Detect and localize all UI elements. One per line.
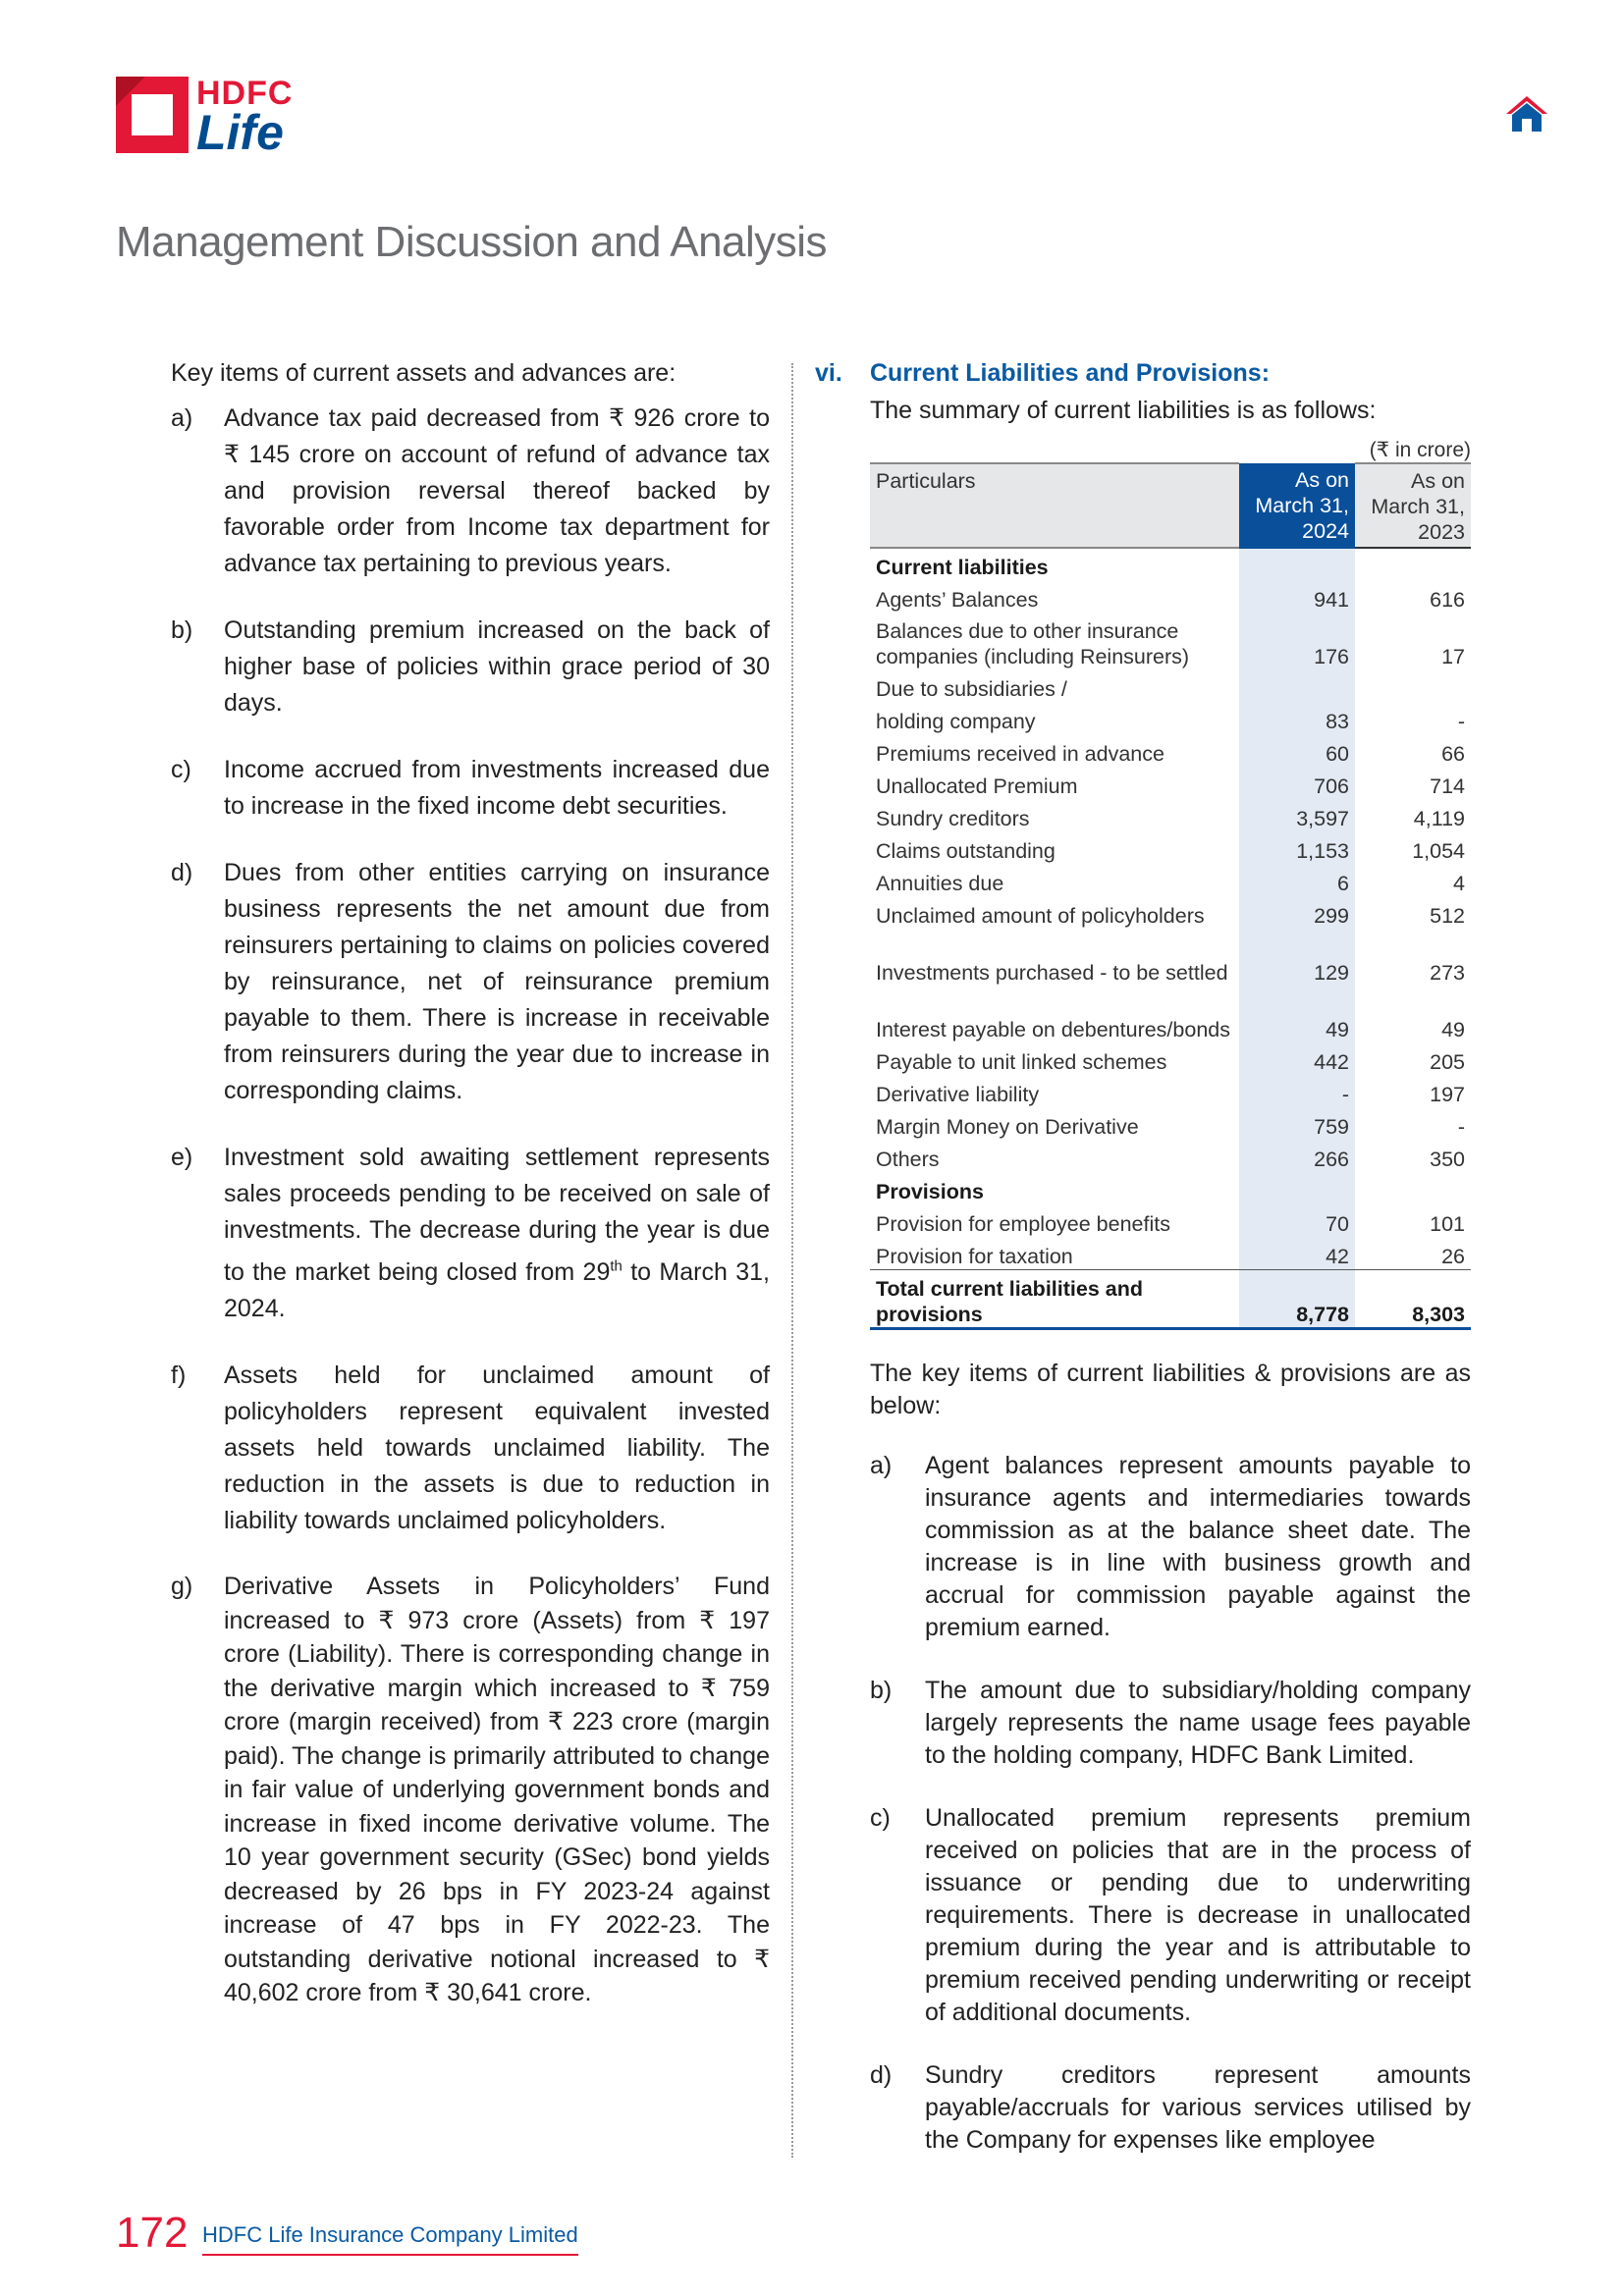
value-2023: 4,119 [1413,807,1465,830]
logo-text-bottom: Life [196,105,284,160]
hdfc-life-logo [116,75,302,160]
right-column [815,355,1471,2157]
total-label: Total current liabilities and provisions [870,1269,1239,1328]
list-item [870,1450,1471,1644]
footer-company-name: HDFC Life Insurance Company Limited [202,2222,578,2256]
value-2023: - [1457,710,1465,733]
header-2023: As on March 31, 2023 [1355,463,1471,548]
logo-mark [116,77,189,153]
value-2024: - [1239,1075,1355,1107]
table-row [870,929,1471,986]
table-row [870,1204,1471,1237]
list-item [171,613,770,721]
row-label: Derivative liability [876,1083,1040,1106]
list-item-text: Outstanding premium increased on the back of higher base of policies within grace period of 30 days. [224,616,770,717]
row-label: Margin Money on Derivative [876,1115,1139,1139]
list-marker: a) [870,1451,893,1479]
list-item-text: Investment sold awaiting settlement represents sales proceeds pending to be received on sale of investments. The decrease during the year is due to the market being closed from 29th to March 31, 2024. [224,1144,770,1323]
list-item-text: Income accrued from investments increased due to increase in the fixed income debt securities. [224,756,770,820]
unit-note: (₹ in crore) [1369,439,1471,461]
list-marker: a) [171,404,193,432]
row-label: Annuities due [876,872,1004,895]
list-item [171,855,770,1109]
table-group-row [870,548,1471,580]
list-item-text: Assets held for unclaimed amount of policyholders represent equivalent invested assets held towards unclaimed liability. The reduction in the assets is due to reduction in liability towards unclaimed policyholders. [224,1362,770,1535]
value-2024: 759 [1239,1107,1355,1140]
value-2023 [1355,548,1471,580]
row-label: Provision for employee benefits [876,1212,1170,1236]
key-items-intro: The key items of current liabilities & provisions are as below: [870,1359,1471,1419]
value-2023: - [1457,1115,1465,1139]
value-2023 [1355,669,1471,702]
value-2024: 70 [1239,1204,1355,1237]
table-row [870,1107,1471,1140]
section-number: vi. [815,359,842,387]
value-2024: 6 [1239,864,1355,896]
value-2023: 26 [1441,1244,1465,1268]
row-label: Premiums received in advance [876,742,1164,766]
key-items-block [870,1358,1471,2157]
list-item [171,1140,770,1327]
list-item [171,1358,770,1539]
list-item [870,1802,1471,2029]
value-2023: 350 [1430,1148,1465,1171]
list-item-text: Derivative Assets in Policyholders’ Fund increased to ₹ 973 crore (Assets) from ₹ 197 crore (Liability). There is corresponding change in the derivative margin which increased to ₹ 759 crore (margin received) from ₹ 223 crore (margin paid). The change is primarily attributed to change in fair value of underlying government bonds and increase in fixed income derivative volume. The 10 year government security (GSec) bond yields decreased by 26 bps in FY 2023-24 against increase of 47 bps in FY 2022-23. The outstanding derivative notional increased to ₹ 40,602 crore from ₹ 30,641 crore. [224,1573,770,2007]
list-marker: d) [870,2060,893,2089]
current-assets-intro: Key items of current assets and advances are: [171,359,677,387]
table-row [870,896,1471,929]
table-group-row [870,1172,1471,1204]
page-title: Management Discussion and Analysis [116,218,828,266]
header-particulars: Particulars [870,463,1239,548]
value-2024 [1239,1172,1355,1204]
row-label: Provision for taxation [876,1244,1073,1268]
value-2023: 66 [1441,742,1465,766]
row-label: Payable to unit linked schemes [876,1050,1167,1074]
value-2024: 176 [1239,613,1355,669]
column-divider [791,363,793,2158]
list-marker: b) [870,1676,893,1704]
home-icon[interactable] [1504,94,1549,133]
list-marker: c) [171,756,191,783]
value-2024: 129 [1239,929,1355,986]
value-2024: 266 [1239,1140,1355,1172]
header-2024: As on March 31, 2024 [1239,463,1355,548]
row-label: Balances due to other insurance companies (including Reinsurers) [876,619,1190,668]
value-2023: 101 [1430,1212,1465,1236]
table-row [870,669,1471,702]
row-label: Others [876,1148,940,1171]
value-2024: 42 [1239,1237,1355,1269]
list-marker: d) [171,859,193,886]
value-2024: 299 [1239,896,1355,929]
section-heading [815,355,1471,391]
value-2023: 512 [1430,904,1465,928]
row-label: Unallocated Premium [876,774,1078,798]
row-label: Agents’ Balances [876,588,1039,612]
table-row [870,831,1471,864]
value-2023: 273 [1430,961,1465,985]
section-title: Current Liabilities and Provisions: [870,359,1271,387]
list-item-text: The amount due to subsidiary/holding company largely represents the name usage fees payable to the holding company, HDFC Bank Limited. [925,1676,1471,1769]
page-number: 172 [116,2209,189,2257]
value-2023: 17 [1441,645,1465,668]
table-row [870,1075,1471,1107]
value-2024: 3,597 [1239,799,1355,831]
value-2024: 941 [1239,580,1355,613]
row-label: Current liabilities [876,556,1049,579]
list-marker: e) [171,1144,193,1171]
value-2024: 442 [1239,1042,1355,1075]
table-row [870,1140,1471,1172]
list-item-text: Unallocated premium represents premium received on policies that are in the process of issuance or pending due to underwriting requirements. There is decrease in unallocated premium during the year and is attributable to premium received pending underwriting or receipt of additional documents. [925,1803,1471,2026]
list-item-text: Dues from other entities carrying on insurance business represents the net amount due from reinsurers pertaining to claims on policies covered by reinsurance, net of reinsurance premium payable to them. There is increase in receivable from reinsurers during the year due to increase in corresponding claims. [224,859,770,1104]
table-row [870,799,1471,831]
table-row [870,734,1471,767]
list-marker: c) [870,1803,891,1832]
value-2024: 1,153 [1239,831,1355,864]
value-2024: 83 [1239,702,1355,734]
total-2023: 8,303 [1355,1269,1471,1328]
row-label: Claims outstanding [876,839,1056,863]
table-row [870,702,1471,734]
table-row [870,613,1471,669]
row-label: Due to subsidiaries / [876,677,1067,701]
value-2023: 205 [1430,1050,1465,1074]
table-row [870,580,1471,613]
list-item [870,2059,1471,2157]
value-2023: 49 [1441,1018,1465,1041]
value-2023: 1,054 [1412,839,1465,863]
table-summary: The summary of current liabilities is as follows: [870,397,1377,424]
row-label: Unclaimed amount of policyholders [876,904,1205,928]
row-label: Provisions [876,1180,984,1203]
table-row [870,1237,1471,1269]
list-item-text: Advance tax paid decreased from ₹ 926 crore to ₹ 145 crore on account of refund of advance tax and provision reversal thereof backed by favorable order from Income tax department for advance tax pertaining to previous years. [224,404,770,577]
value-2023: 197 [1430,1083,1465,1106]
row-label: Sundry creditors [876,807,1030,830]
value-2024: 60 [1239,734,1355,767]
current-liabilities-table [870,462,1471,1330]
value-2024: 706 [1239,767,1355,799]
table-row [870,864,1471,896]
table-row [870,767,1471,799]
logo-text-top: HDFC [196,75,294,112]
table-total-row [870,1269,1471,1328]
value-2023: 4 [1453,872,1465,895]
value-2023 [1355,1172,1471,1204]
list-marker: g) [171,1573,193,1601]
value-2024 [1239,669,1355,702]
row-label: Investments purchased - to be settled [876,961,1228,985]
table-row [870,1042,1471,1075]
left-column [171,353,770,2041]
list-item-text: Sundry creditors represent amounts payable/accruals for various services utilised by the Company for expenses like employee [925,2060,1471,2154]
list-item [870,1675,1471,1772]
list-marker: b) [171,616,193,644]
total-2024: 8,778 [1239,1269,1355,1328]
value-2023: 714 [1430,774,1465,798]
row-label: Interest payable on debentures/bonds [876,1018,1230,1041]
list-item-text: Agent balances represent amounts payable to insurance agents and intermediaries towards commission as at the balance sheet date. The increase is in line with business growth and accrual for commission payable against the premium earned. [925,1451,1471,1641]
value-2024: 49 [1239,986,1355,1042]
list-item [171,400,770,582]
list-item [171,752,770,825]
row-label: holding company [876,710,1036,733]
table-row [870,986,1471,1042]
list-item [171,1570,770,2010]
value-2024 [1239,548,1355,580]
value-2023: 616 [1430,588,1465,612]
list-marker: f) [171,1362,187,1390]
